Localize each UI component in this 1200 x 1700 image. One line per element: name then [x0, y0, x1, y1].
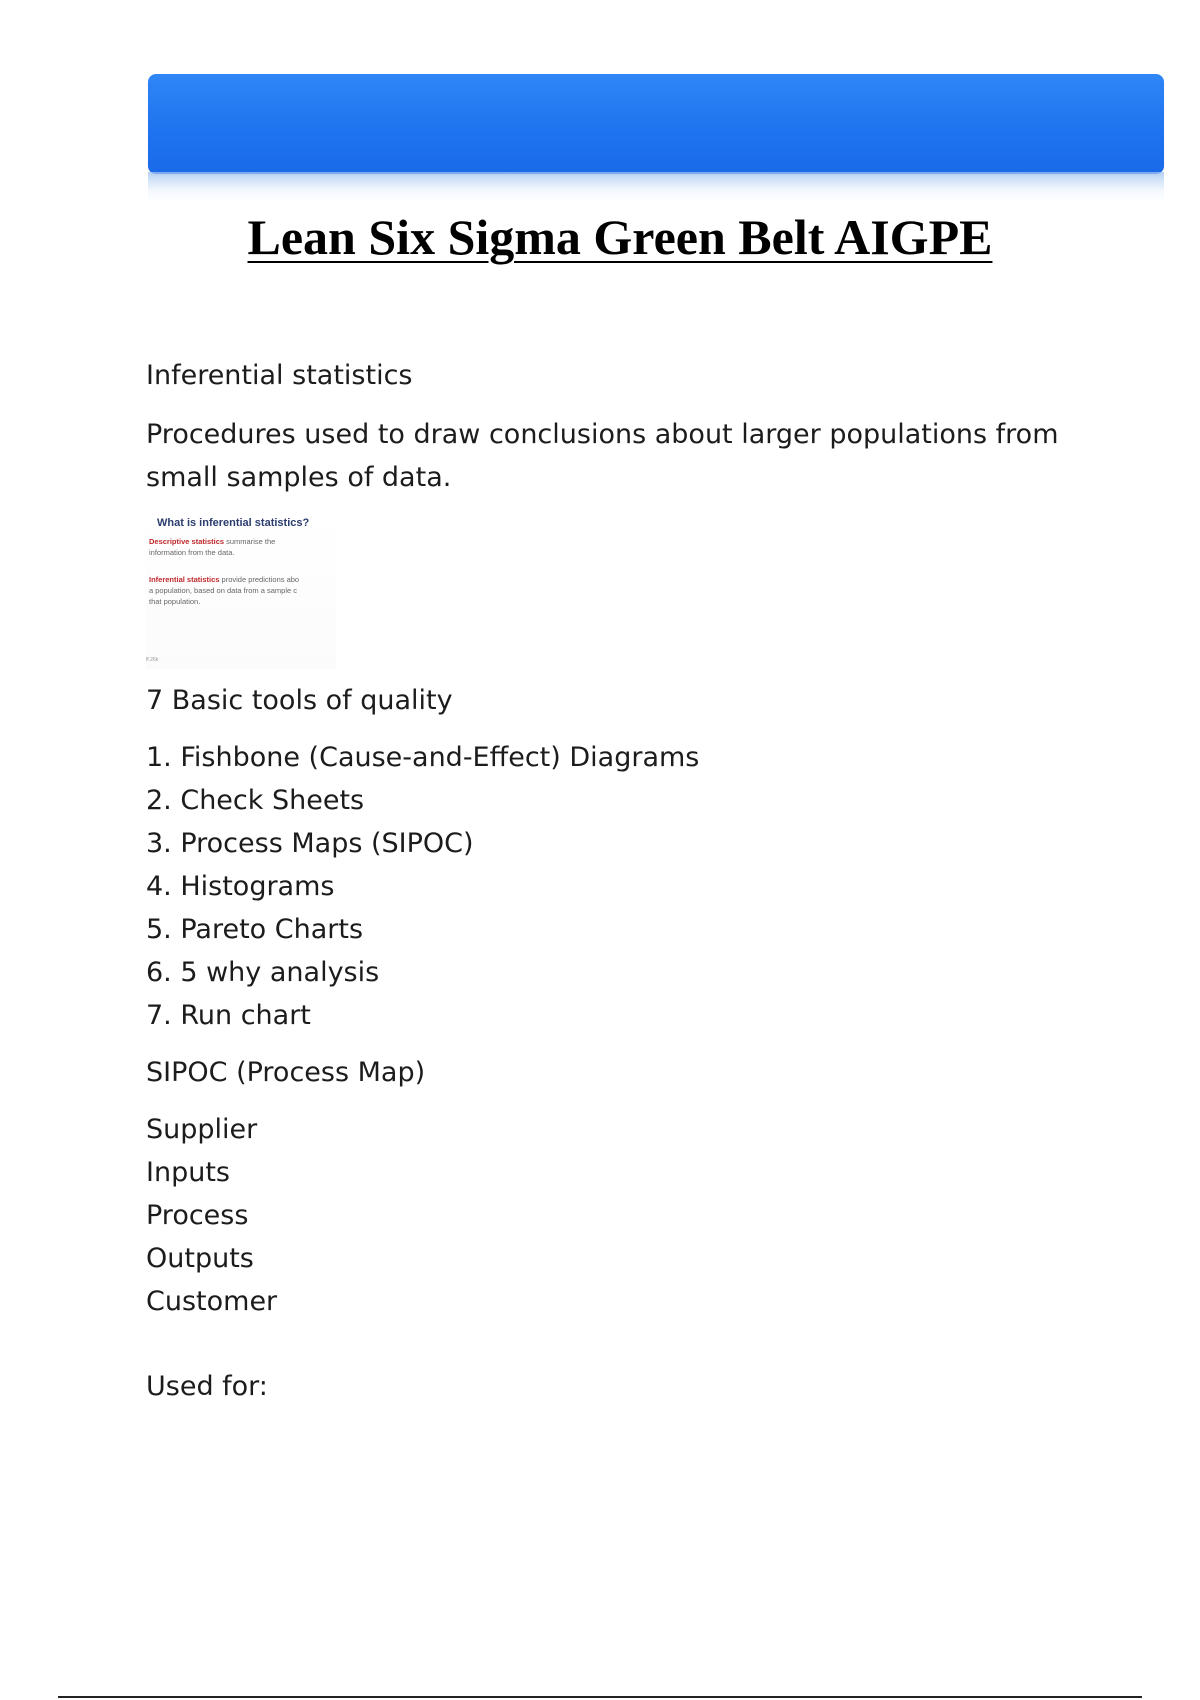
list-item: 2. Check Sheets [146, 785, 365, 816]
list-item: Supplier [146, 1114, 258, 1145]
thumbnail-term-inferential: Inferential statistics [149, 575, 220, 584]
list-item: 5. Pareto Charts [146, 914, 364, 945]
sipoc-heading: SIPOC (Process Map) [146, 1057, 426, 1088]
thumbnail-line-1-rest: summarise the [224, 537, 276, 546]
thumbnail-title: What is inferential statistics? [157, 517, 310, 529]
sipoc-list [146, 1108, 1106, 1323]
list-item: Inputs [146, 1157, 230, 1188]
list-item: 6. 5 why analysis [146, 957, 380, 988]
list-item: Outputs [146, 1243, 254, 1274]
used-for-label: Used for: [146, 1371, 268, 1402]
inferential-definition: Procedures used to draw conclusions about larger populations from small samples of data. [146, 419, 1059, 493]
header-banner [148, 74, 1164, 174]
thumbnail-line-1 [149, 537, 329, 547]
list-item: Customer [146, 1286, 278, 1317]
list-item: 3. Process Maps (SIPOC) [146, 828, 474, 859]
thumbnail-line-3-rest: provide predictions abo [219, 575, 300, 584]
list-item: 7. Run chart [146, 1000, 311, 1031]
list-item: 1. Fishbone (Cause-and-Effect) Diagrams [146, 742, 700, 773]
document-body [146, 354, 1106, 1408]
header-banner-shadow [148, 172, 1164, 202]
thumbnail-line-4: a population, based on data from a sample c [149, 586, 298, 595]
thumbnail-line-2: information from the data. [149, 548, 235, 557]
list-item: Process [146, 1200, 249, 1231]
document-title: Lean Six Sigma Green Belt AIGPE [247, 209, 993, 265]
tools-list [146, 736, 1106, 1037]
thumbnail-footer: ff.26k [146, 657, 159, 663]
thumbnail-term-descriptive: Descriptive statistics [149, 537, 225, 546]
inferential-heading: Inferential statistics [146, 360, 413, 391]
page-bottom-divider [58, 1696, 1142, 1698]
thumbnail-line-5: that population. [149, 597, 201, 606]
slide-thumbnail-image [146, 509, 336, 669]
tools-heading: 7 Basic tools of quality [146, 685, 453, 716]
thumbnail-line-3 [149, 575, 329, 585]
list-item: 4. Histograms [146, 871, 335, 902]
